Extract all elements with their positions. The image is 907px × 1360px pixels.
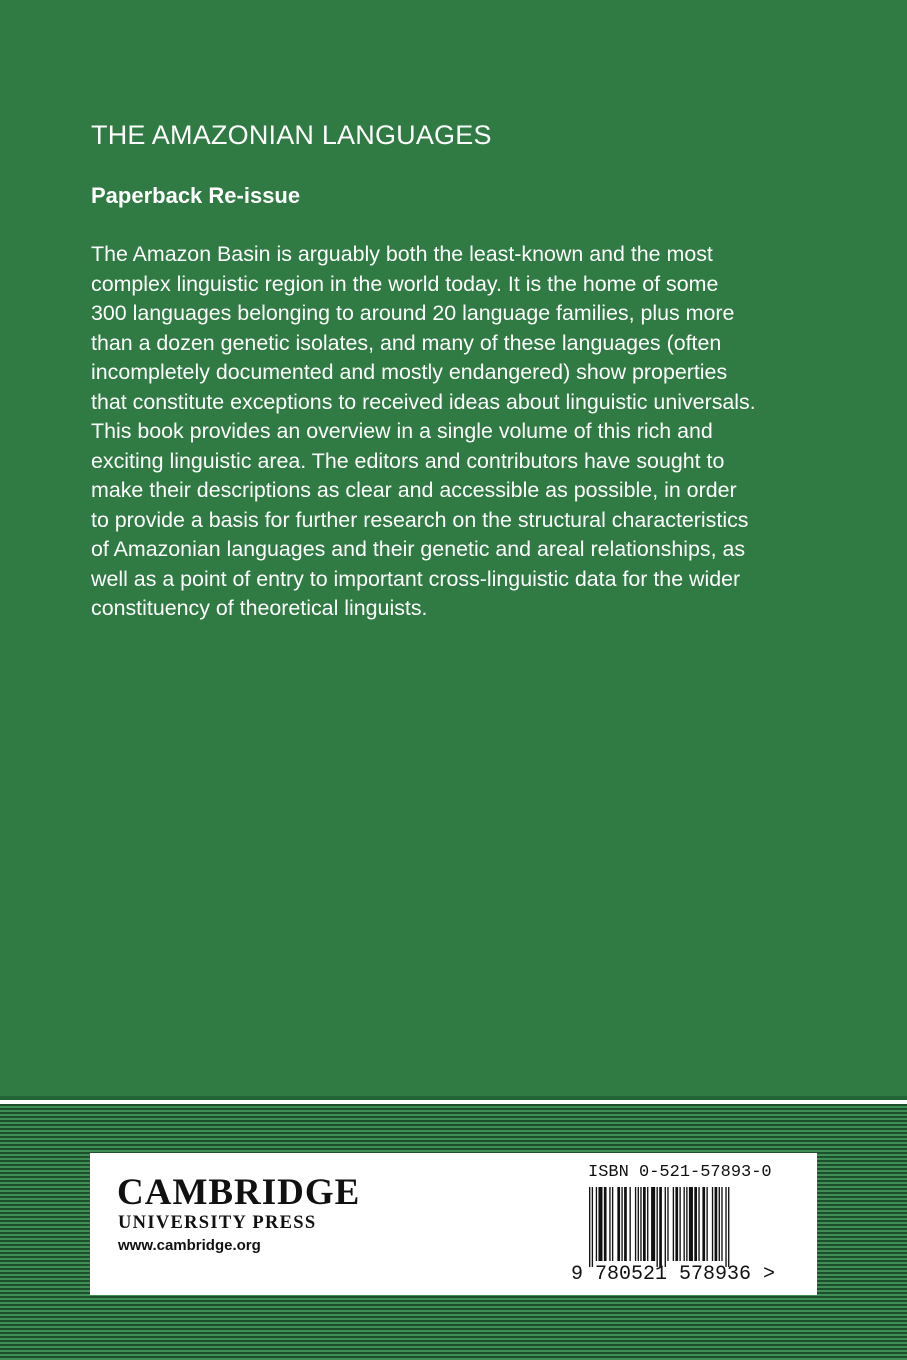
book-title: THE AMAZONIAN LANGUAGES [91,120,492,150]
edition-subtitle: Paperback Re-issue [91,183,301,208]
barcode-digits: 9 780521 578936 > [571,1263,776,1286]
barcode-icon [589,1187,784,1267]
blurb-line: of Amazonian languages and their genetic and areal relationships, as [91,537,746,561]
blurb-line: The Amazon Basin is arguably both the least-known and the most [91,242,713,266]
blurb-text [91,240,831,624]
blurb-line: make their descriptions as clear and accessible as possible, in order [91,478,737,502]
publisher-logo-subname: UNIVERSITY PRESS [118,1213,317,1233]
publisher-logo-name: CAMBRIDGE [117,1172,361,1213]
publisher-url: www.cambridge.org [118,1237,261,1254]
blurb-line: exciting linguistic area. The editors and contributors have sought to [91,448,725,473]
blurb-line: incompletely documented and mostly endangered) show properties [91,360,728,384]
blurb-line: well as a point of entry to important cross-linguistic data for the wider [91,566,741,591]
blurb-line: that constitute exceptions to received ideas about linguistic universals. [91,389,756,414]
isbn-label: ISBN 0-521-57893-0 [588,1163,772,1182]
blurb-line: than a dozen genetic isolates, and many of these languages (often [91,330,722,355]
footer-divider [0,1100,907,1104]
blurb-line: constituency of theoretical linguists. [91,596,428,620]
blurb-line: This book provides an overview in a single volume of this rich and [91,419,713,443]
blurb-line: complex linguistic region in the world today. It is the home of some [91,271,719,296]
blurb-line: to provide a basis for further research on the structural characteristics [91,507,749,532]
blurb-line: 300 languages belonging to around 20 language families, plus more [91,301,735,325]
